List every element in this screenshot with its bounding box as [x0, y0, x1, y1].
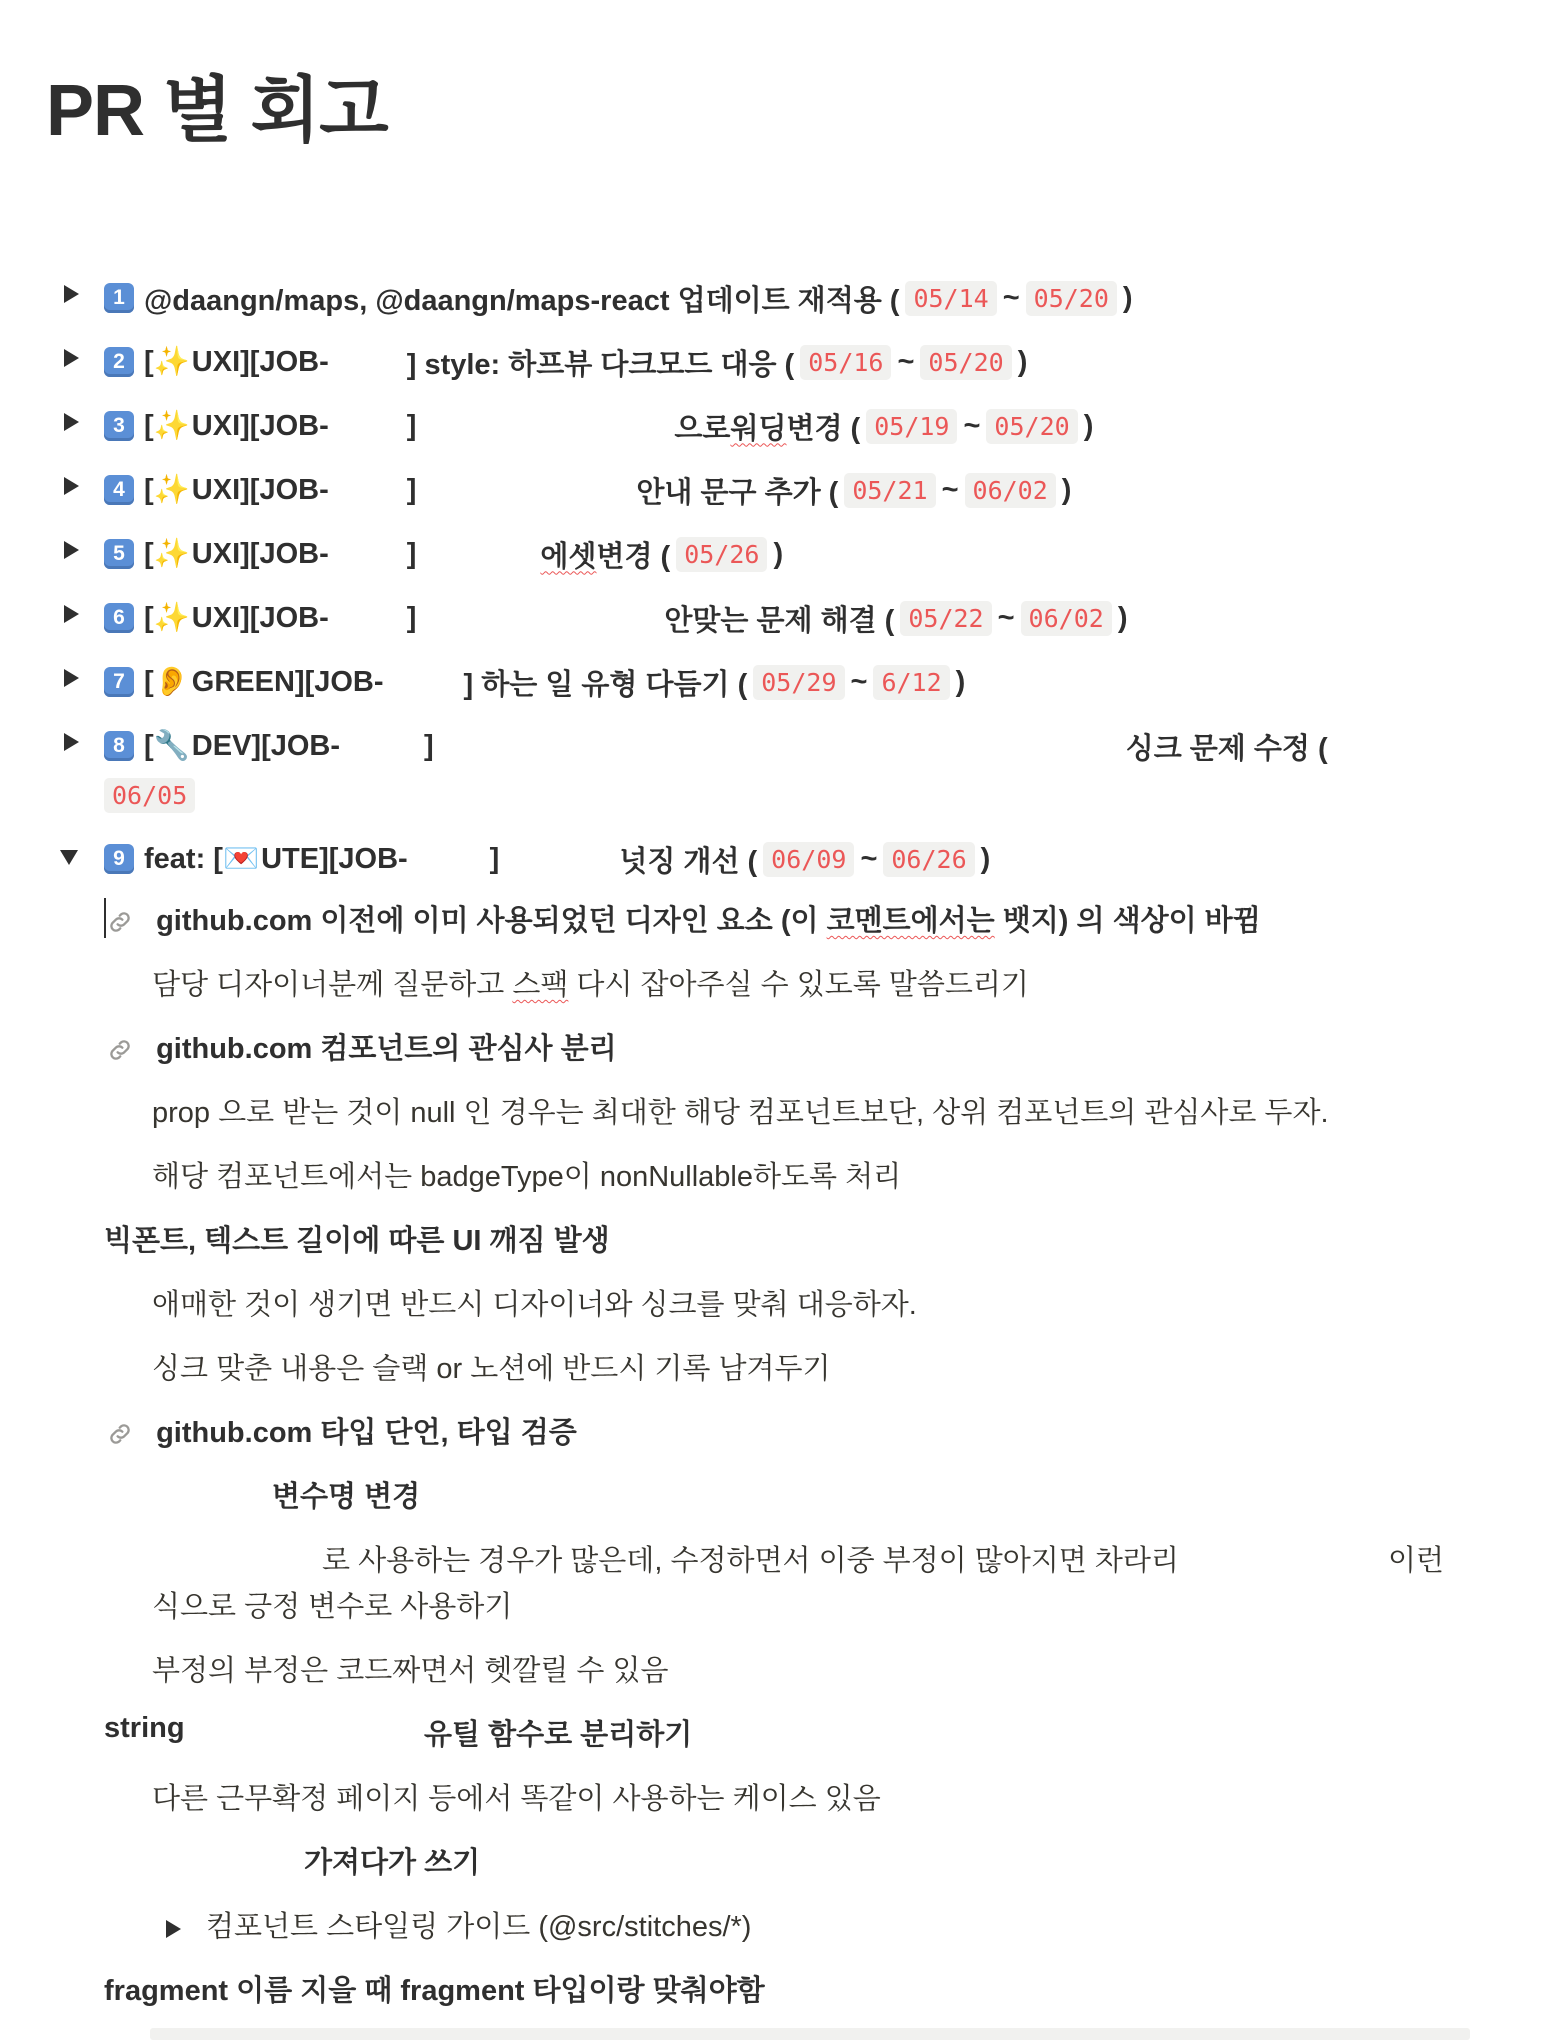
bracket-close: ]: [489, 842, 500, 875]
heart-icon: 💌: [222, 843, 260, 875]
close-paren: ): [955, 665, 966, 698]
number-badge: 8: [104, 731, 134, 761]
note-line-8: 싱크 맞춘 내용은 슬랙 or 노션에 반드시 기록 남겨두기: [152, 1353, 831, 1385]
close-paren: ): [980, 842, 991, 875]
start-date: 05/14: [905, 281, 996, 316]
date-separator: ~: [941, 473, 959, 506]
start-date: 06/05: [104, 778, 195, 813]
link-note-3[interactable]: [106, 1026, 617, 1067]
item-tag: GREEN][JOB-: [191, 665, 384, 698]
bracket-open: [: [144, 665, 154, 698]
item-text: 변경 (: [596, 540, 671, 573]
toggle-item-1[interactable]: [104, 275, 1133, 321]
toggle-item-6[interactable]: [104, 595, 1127, 641]
toggle-triangle-icon[interactable]: [64, 477, 79, 495]
note-heading-17: fragment 이름 지을 때 fragment 타입이랑 맞춰야함: [104, 1975, 765, 2007]
item-text: 으로: [674, 412, 731, 445]
sparkle-icon: ✨: [153, 474, 190, 506]
toggle-triangle-icon[interactable]: [64, 349, 79, 367]
link-icon: [106, 1036, 134, 1064]
item-text: ] 하는 일 유형 다듬기 (: [463, 668, 748, 701]
start-date: 05/21: [844, 473, 935, 508]
note-line-2: 담당 디자이너분께 질문하고 스팩 다시 잡아주실 수 있도록 말씀드리기: [152, 969, 1029, 1001]
number-badge: 7: [104, 667, 134, 697]
note-text-squiggle: 스팩: [512, 969, 569, 1001]
bracket-open: [: [144, 537, 154, 570]
end-date: 05/20: [986, 409, 1077, 444]
number-badge: 4: [104, 475, 134, 505]
bracket-close: ]: [406, 473, 417, 506]
item-text: 넛징 개선 (: [619, 845, 758, 878]
toggle-item-8[interactable]: [104, 723, 1328, 769]
close-paren: ): [1017, 345, 1028, 378]
note-text: github.com 타입 단언, 타입 검증: [156, 1417, 577, 1449]
note-heading-13b: 유틸 함수로 분리하기: [424, 1719, 693, 1751]
note-line-12: 부정의 부정은 코드짜면서 헷깔릴 수 있음: [152, 1655, 669, 1687]
item-tag: UXI][JOB-: [191, 409, 329, 442]
toggle-triangle-icon[interactable]: [64, 285, 79, 303]
item-text: 안맞는 문제 해결 (: [664, 604, 895, 637]
toggle-item-7[interactable]: [104, 659, 965, 705]
item-lead: feat: [: [144, 842, 223, 875]
date-separator: ~: [897, 345, 915, 378]
code-block-edge: [150, 2028, 1470, 2040]
wrench-icon: 🔧: [153, 730, 190, 762]
ear-icon: 👂: [153, 666, 190, 698]
link-note-9[interactable]: [106, 1410, 577, 1451]
note-line-11b: 이런: [1388, 1545, 1445, 1577]
close-paren: ): [1061, 473, 1072, 506]
bracket-open: [: [144, 409, 154, 442]
toggle-triangle-icon[interactable]: [60, 850, 78, 865]
toggle-item-4[interactable]: [104, 467, 1071, 513]
link-icon: [106, 1420, 134, 1448]
item-tag: UXI][JOB-: [191, 345, 329, 378]
bracket-close: ]: [406, 409, 417, 442]
toggle-triangle-icon[interactable]: [64, 541, 79, 559]
bracket-close: ]: [406, 601, 417, 634]
item-text: 안내 문구 추가 (: [636, 476, 839, 509]
date-separator: ~: [860, 842, 878, 875]
end-date: 06/02: [1021, 601, 1112, 636]
start-date: 05/16: [800, 345, 891, 380]
toggle-triangle-icon[interactable]: [64, 605, 79, 623]
toggle-triangle-icon[interactable]: [166, 1920, 181, 1938]
sparkle-icon: ✨: [153, 346, 190, 378]
toggle-item-3[interactable]: [104, 403, 1093, 449]
item-text: 싱크 문제 수정 (: [1125, 732, 1328, 765]
note-line-7: 애매한 것이 생기면 반드시 디자이너와 싱크를 맞춰 대응하자.: [152, 1289, 917, 1321]
note-line-11c: 식으로 긍정 변수로 사용하기: [152, 1591, 513, 1623]
end-date: 05/20: [1026, 281, 1117, 316]
bracket-open: [: [144, 345, 154, 378]
sparkle-icon: ✨: [153, 410, 190, 442]
note-heading-10: 변수명 변경: [272, 1481, 421, 1513]
note-line-4: prop 으로 받는 것이 null 인 경우는 최대한 해당 컴포넌트보단, 상위 컴포넌트의 관심사로 두자.: [152, 1097, 1329, 1129]
end-date: 05/20: [920, 345, 1011, 380]
start-date: 06/09: [763, 842, 854, 877]
bracket-open: [: [144, 601, 154, 634]
bracket-open: [: [144, 473, 154, 506]
close-paren: ): [1122, 281, 1133, 314]
item-tag: UTE][JOB-: [261, 842, 408, 875]
item-text-squiggle: 워딩: [730, 412, 787, 445]
start-date: 05/19: [866, 409, 957, 444]
toggle-item-2[interactable]: [104, 339, 1027, 385]
number-badge: 9: [104, 844, 134, 874]
date-separator: ~: [1002, 281, 1020, 314]
item-tag: DEV][JOB-: [191, 729, 341, 762]
toggle-styling-guide[interactable]: 컴포넌트 스타일링 가이드 (@src/stitches/*): [206, 1911, 752, 1943]
note-line-11a: 로 사용하는 경우가 많은데, 수정하면서 이중 부정이 많아지면 차라리: [322, 1545, 1179, 1577]
sparkle-icon: ✨: [153, 538, 190, 570]
item-tag: UXI][JOB-: [191, 537, 329, 570]
toggle-triangle-icon[interactable]: [64, 733, 79, 751]
sparkle-icon: ✨: [153, 602, 190, 634]
date-separator: ~: [997, 601, 1015, 634]
end-date: 06/02: [965, 473, 1056, 508]
date-separator: ~: [850, 665, 868, 698]
item-text-squiggle: 에셋: [540, 540, 597, 573]
close-paren: ): [1083, 409, 1094, 442]
note-line-14: 다른 근무확정 페이지 등에서 똑같이 사용하는 케이스 있음: [152, 1783, 881, 1815]
bracket-close: ]: [406, 537, 417, 570]
bracket-close: ]: [424, 729, 434, 762]
note-text-squiggle: 코멘트에서는: [826, 905, 995, 937]
number-badge: 2: [104, 347, 134, 377]
toggle-item-9[interactable]: [104, 836, 990, 882]
number-badge: 1: [104, 283, 134, 313]
link-note-1[interactable]: [106, 898, 1261, 939]
start-date: 05/29: [753, 665, 844, 700]
number-badge: 6: [104, 603, 134, 633]
toggle-triangle-icon[interactable]: [64, 669, 79, 687]
note-text: github.com 컴포넌트의 관심사 분리: [156, 1033, 617, 1065]
note-line-5: 해당 컴포넌트에서는 badgeType이 nonNullable하도록 처리: [152, 1161, 902, 1193]
start-date: 05/22: [900, 601, 991, 636]
note-heading-13a: string: [104, 1712, 185, 1744]
toggle-item-8-wrap: [104, 772, 201, 818]
note-text: 뱃지) 의 색상이 바뀜: [994, 905, 1261, 937]
note-heading-6: 빅폰트, 텍스트 길이에 따른 UI 깨짐 발생: [104, 1225, 610, 1257]
date-separator: ~: [963, 409, 981, 442]
toggle-item-5[interactable]: [104, 531, 783, 577]
item-tag: UXI][JOB-: [191, 601, 329, 634]
start-date: 05/26: [676, 537, 767, 572]
note-text: github.com 이전에 이미 사용되었던 디자인 요소 (이: [156, 905, 827, 937]
note-heading-15: 가져다가 쓰기: [304, 1847, 481, 1879]
item-tag: UXI][JOB-: [191, 473, 329, 506]
link-icon: [106, 908, 134, 936]
number-badge: 5: [104, 539, 134, 569]
item-text: 변경 (: [786, 412, 861, 445]
number-badge: 3: [104, 411, 134, 441]
page-title: PR 별 회고: [46, 71, 388, 151]
end-date: 6/12: [873, 665, 949, 700]
item-text: ] style: 하프뷰 다크모드 대응 (: [406, 348, 795, 381]
close-paren: ): [1117, 601, 1128, 634]
end-date: 06/26: [883, 842, 974, 877]
item-text: @daangn/maps, @daangn/maps-react 업데이트 재적용 (: [144, 284, 900, 317]
close-paren: ): [773, 537, 784, 570]
bracket-open: [: [144, 729, 154, 762]
toggle-triangle-icon[interactable]: [64, 413, 79, 431]
